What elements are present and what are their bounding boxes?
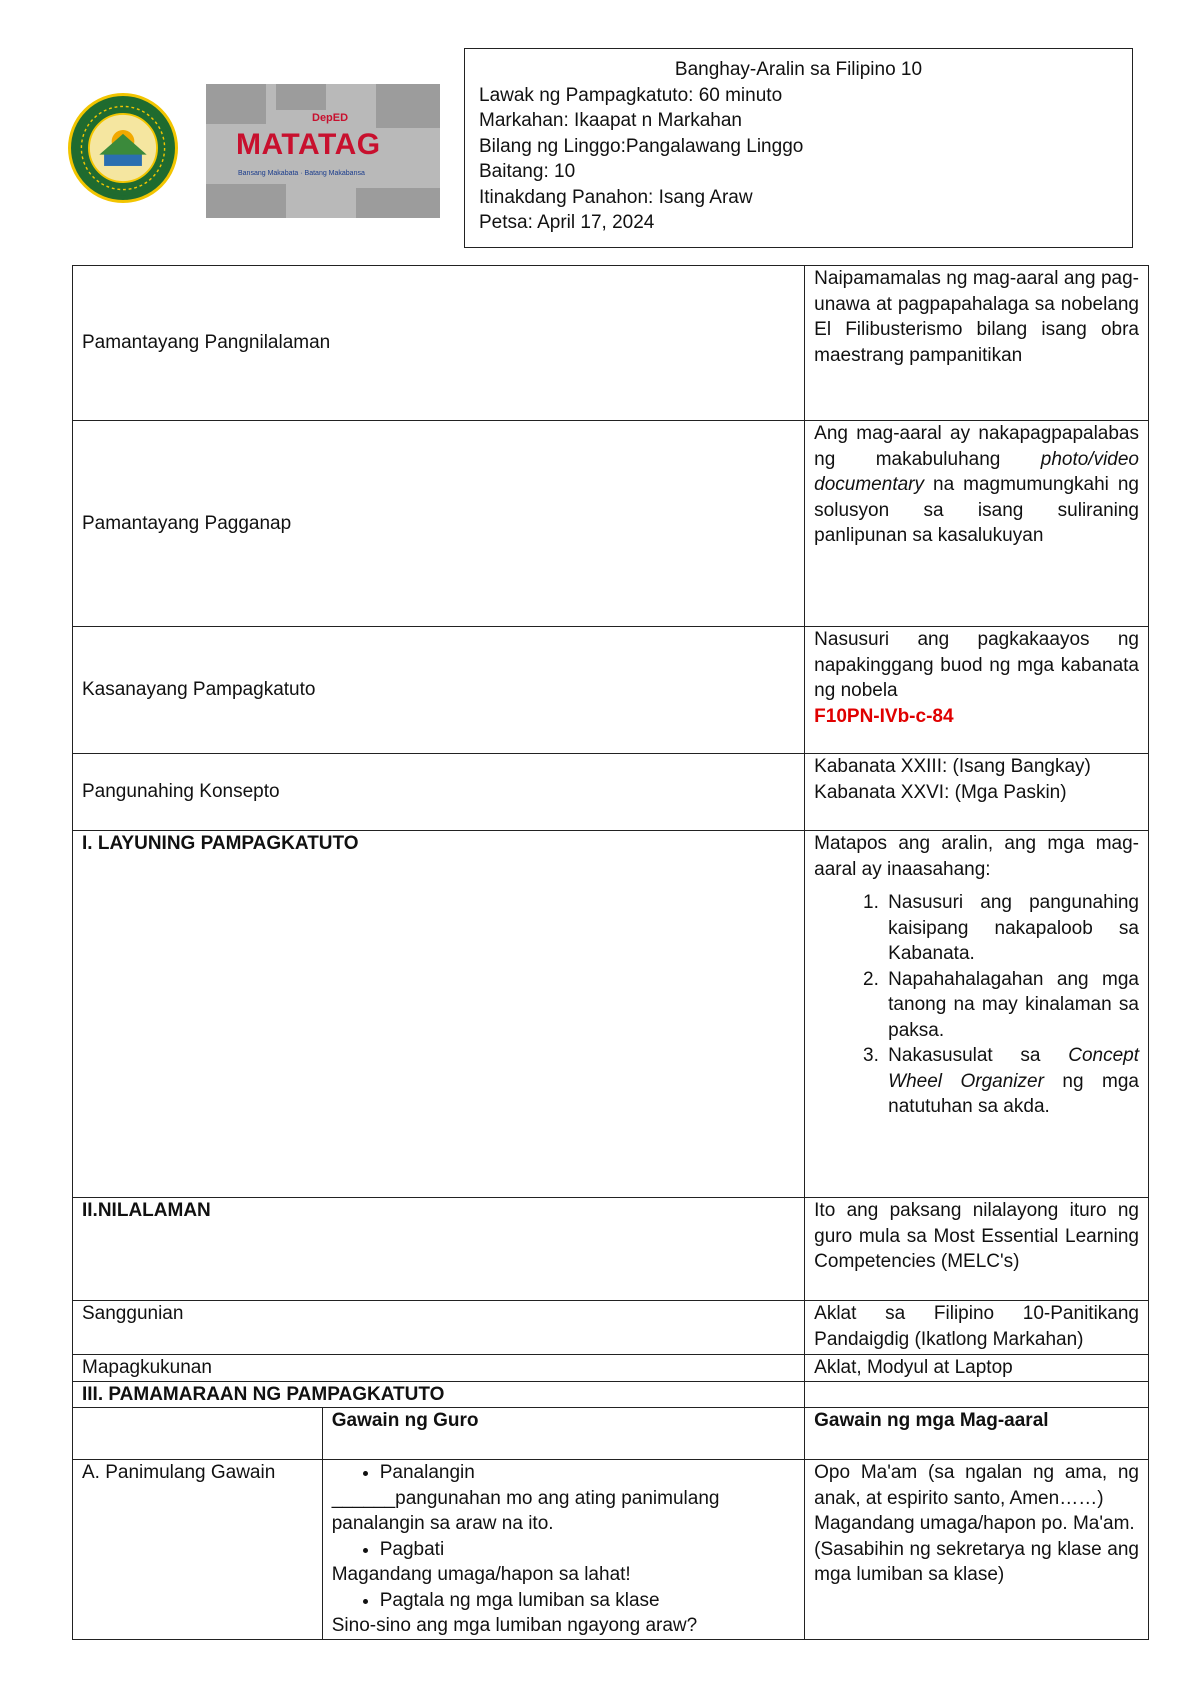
matatag-tagline: Bansang Makabata · Batang Makabansa bbox=[238, 170, 365, 177]
matatag-logo bbox=[206, 84, 440, 218]
section-heading: I. LAYUNING PAMPAGKATUTO bbox=[73, 831, 805, 1198]
matatag-wordmark: MATATAG bbox=[236, 128, 381, 161]
row-content: Matapos ang aralin, ang mga mag-aaral ay inaasahang: 1. Nasusuri ang pangunahing kaisipang nakapaloob sa Kabanata. 2. Napahahalagahan ang mga tanong na may kinalaman sa paksa. 3. Nakasusulat sa Concept Wheel Organizer ng mga natutuhan sa akda. bbox=[805, 831, 1149, 1198]
table-row bbox=[73, 266, 1149, 421]
division-seal-logo bbox=[68, 93, 178, 203]
table-row bbox=[73, 754, 1149, 831]
table-row bbox=[73, 1355, 1149, 1382]
table-row bbox=[73, 831, 1149, 1198]
table-row bbox=[73, 421, 1149, 627]
row-label: Pamantayang Pagganap bbox=[73, 421, 805, 627]
info-line: Lawak ng Pampagkatuto: 60 minuto bbox=[479, 84, 783, 106]
deped-logo-text: DepED bbox=[312, 112, 349, 124]
column-header-mag-aaral: Gawain ng mga Mag-aaral bbox=[805, 1408, 1149, 1460]
list-item: 1. Nasusuri ang pangunahing kaisipang nakapaloob sa Kabanata. bbox=[884, 890, 1139, 967]
objectives-list bbox=[814, 890, 1139, 1120]
column-header-guro: Gawain ng Guro bbox=[322, 1408, 804, 1460]
row-label: Kasanayang Pampagkatuto bbox=[73, 627, 805, 754]
section-heading: II.NILALAMAN bbox=[73, 1198, 805, 1301]
list-item: 2. Napahahalagahan ang mga tanong na may kinalaman sa paksa. bbox=[884, 967, 1139, 1044]
section-heading: III. PAMAMARAAN NG PAMPAGKATUTO bbox=[73, 1381, 805, 1408]
lesson-plan-table bbox=[72, 265, 1149, 1640]
student-activity: Opo Ma'am (sa ngalan ng ama, ng anak, at espirito santo, Amen……) Magandang umaga/hapon po. Ma'am. (Sasabihin ng sekretarya ng klase ang mga lumiban sa klase) bbox=[805, 1460, 1149, 1640]
info-line: Petsa: April 17, 2024 bbox=[479, 212, 655, 233]
row-label: Mapagkukunan bbox=[73, 1355, 805, 1382]
empty-cell bbox=[805, 1381, 1149, 1408]
row-label: A. Panimulang Gawain bbox=[73, 1460, 323, 1640]
list-item: • Pagtala ng mga lumiban sa klase bbox=[380, 1588, 795, 1614]
table-row bbox=[73, 1198, 1149, 1301]
seal-emblem-icon bbox=[71, 96, 175, 200]
empty-cell bbox=[73, 1408, 323, 1460]
row-label: Pamantayang Pangnilalaman bbox=[73, 266, 805, 421]
lesson-title: Banghay-Aralin sa Filipino 10 bbox=[674, 59, 923, 80]
table-row bbox=[73, 1460, 1149, 1640]
row-label: Pangunahing Konsepto bbox=[73, 754, 805, 831]
list-item: • Pagbati bbox=[380, 1537, 795, 1563]
table-row bbox=[73, 1301, 1149, 1355]
row-label: Sanggunian bbox=[73, 1301, 805, 1355]
info-line: Bilang ng Linggo:Pangalawang Linggo bbox=[479, 135, 804, 157]
row-content: Aklat sa Filipino 10-Panitikang Pandaigdig (Ikatlong Markahan) bbox=[805, 1301, 1149, 1355]
table-row bbox=[73, 1381, 1149, 1408]
info-line: Baitang: 10 bbox=[479, 161, 576, 182]
info-line: Itinakdang Panahon: Isang Araw bbox=[479, 186, 753, 208]
teacher-activity: • Panalangin ______pangunahan mo ang ating panimulang panalangin sa araw na ito. • Pagbati Magandang umaga/hapon sa lahat! • Pagtala ng mga lumiban sa klase Sino-sino ang mga lumiban ngayong araw? bbox=[322, 1460, 804, 1640]
info-line: Markahan: Ikaapat n Markahan bbox=[479, 110, 742, 131]
row-content: Kabanata XXIII: (Isang Bangkay) Kabanata XXVI: (Mga Paskin) bbox=[805, 754, 1149, 831]
list-item: 3. Nakasusulat sa Concept Wheel Organizer ng mga natutuhan sa akda. bbox=[884, 1043, 1139, 1120]
row-content: Nasusuri ang pagkakaayos ng napakinggang buod ng mga kabanata ng nobela F10PN-IVb-c-84 bbox=[805, 627, 1149, 754]
competency-code: F10PN-IVb-c-84 bbox=[814, 705, 954, 727]
lesson-info-box bbox=[464, 48, 1133, 248]
row-content: Ang mag-aaral ay nakapagpapalabas ng makabuluhang photo/video documentary na magmumungkahi ng solusyon sa isang suliraning panlipunan sa kasalukuyan bbox=[805, 421, 1149, 627]
list-item: • Panalangin bbox=[380, 1460, 795, 1486]
row-content: Ito ang paksang nilalayong ituro ng guro mula sa Most Essential Learning Competencies (MELC's) bbox=[805, 1198, 1149, 1301]
table-row bbox=[73, 627, 1149, 754]
row-content: Naipamamalas ng mag-aaral ang pag-unawa at pagpapahalaga sa nobelang El Filibusterismo bilang isang obra maestrang pampanitikan bbox=[805, 266, 1149, 421]
table-row bbox=[73, 1408, 1149, 1460]
row-content: Aklat, Modyul at Laptop bbox=[805, 1355, 1149, 1382]
